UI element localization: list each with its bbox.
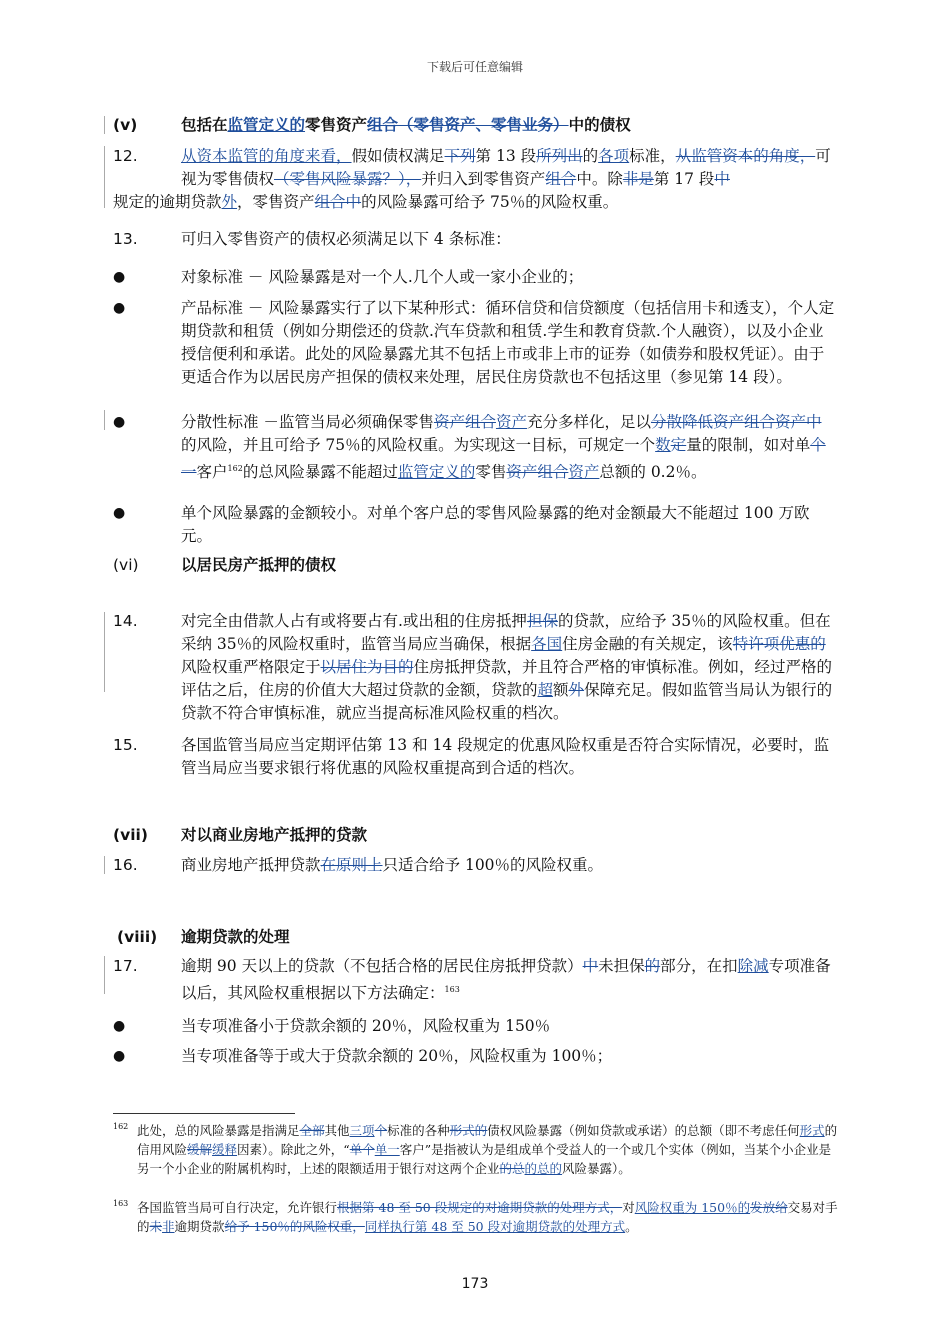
list-item: ● 分散性标准 －监管当局必须确保零售资产组合资产充分多样化，足以分散降低资产组合资产中的风险，并且可给予 75％的风险权重。为实现这一目标，可规定一个数定量的限制，如对单个一客户$^{162}$的总风险暴露不能超过监管定义的零售资产组合资产总额的 0.2％。 — [113, 413, 826, 482]
paragraph-15: 15. 各国监管当局应当定期评估第 13 和 14 段规定的优惠风险权重是否符合实际情况，必要时，监管当局应当要求银行将优惠的风险权重提高到合适的档次。 — [113, 736, 830, 777]
change-bar — [104, 146, 105, 208]
paragraph-13: 13. 可归入零售资产的债权必须满足以下 4 条标准： — [113, 230, 511, 248]
change-bar — [104, 956, 105, 994]
footnote-162: 162 此处，总的风险暴露是指满足全部其他三项个标准的各种形式的债权风险暴露（例如贷款或承诺）的总额（即不考虑任何形式的信用风险缓解缓释因素）。除此之外，“单个单一客户”是指被认为是组成单个受益人的一个或几个实体（例如，当某个小企业是另一个小企业的附属机构时，上述的限额适用于银行对这两个企业的总的总的风险暴露）。 — [113, 1122, 838, 1176]
paragraph-16: 16. 商业房地产抵押贷款在原则上只适合给予 100％的风险权重。 — [113, 856, 604, 874]
section-heading-vii: (vii) 对以商业房地产抵押的贷款 — [113, 826, 368, 844]
bullet-icon: ● — [113, 414, 126, 430]
list-item: ● 单个风险暴露的金额较小。对单个客户总的零售风险暴露的绝对金额最大不能超过 100 万欧元。 — [113, 504, 810, 545]
list-item: ● 当专项准备等于或大于贷款余额的 20％，风险权重为 100％； — [113, 1045, 836, 1068]
section-heading-vi: (vi) 以居民房产抵押的债权 — [113, 556, 337, 574]
paragraph-12: 12. 从资本监管的角度来看，假如债权满足下列第 13 段所列出的各项标准，从监管资本的角度，可视为零售债权（零售风险暴露？），并归入到零售资产组合中。除非是第 17 段中 — [113, 147, 831, 188]
change-bar — [104, 116, 105, 134]
section-heading-viii: (viii) 逾期贷款的处理 — [117, 928, 290, 946]
change-bar — [104, 410, 105, 430]
bullet-icon: ● — [113, 1048, 126, 1064]
change-bar — [104, 856, 105, 874]
page-header: 下载后可任意编辑 — [426, 60, 523, 74]
list-item: ● 当专项准备小于贷款余额的 20％，风险权重为 150％ — [113, 1015, 836, 1038]
change-bar — [104, 612, 105, 692]
list-item: ● 产品标准 － 风险暴露实行了以下某种形式：循环信贷和信贷额度（包括信用卡和透支），个人定期贷款和租赁（例如分期偿还的贷款.汽车贷款和租赁.学生和教育贷款.个人融资），以及小企业授信便利和承诺。此处的风险暴露尤其不包括上市或非上市的证券（如债券和股权凭证）。由于更适合作为以居民房产担保的债权来处理，居民住房贷款也不包括这里（参见第 14 段）。 — [113, 299, 835, 386]
bullet-icon: ● — [113, 1018, 126, 1034]
footnote-separator — [113, 1113, 295, 1114]
footnote-163: 163 各国监管当局可自行决定，允许银行根据第 48 至 50 段规定的对逾期贷款的处理方式，对风险权重为 150％的发放给交易对手的未非逾期贷款给予 150％的风险权重，同样执行第 48 至 50 段对逾期贷款的处理方式。 — [113, 1199, 838, 1234]
bullet-icon: ● — [113, 505, 126, 521]
section-heading-v: (v) 包括在监管定义的零售资产组合（零售资产、零售业务）中的债权 — [113, 116, 631, 134]
page-number: 173 — [461, 1276, 489, 1292]
list-item: ● 对象标准 － 风险暴露是对一个人.几个人或一家小企业的； — [113, 266, 836, 289]
bullet-icon: ● — [113, 300, 126, 316]
bullet-icon: ● — [113, 269, 126, 285]
paragraph-12-cont: 规定的逾期贷款外，零售资产组合中的风险暴露可给予 75％的风险权重。 — [113, 193, 619, 211]
paragraph-17: 17. 逾期 90 天以上的贷款（不包括合格的居民住房抵押贷款）中未担保的部分，在扣除减专项准备以后，其风险权重根据以下方法确定：$^{163}$ — [113, 957, 831, 1003]
paragraph-14: 14. 对完全由借款人占有或将要占有.或出租的住房抵押担保的贷款，应给予 35％的风险权重。但在采纳 35％的风险权重时，监管当局应当确保，根据各国住房金融的有关规定，该特许项优惠的风险权重严格限定于以居住为目的住房抵押贷款，并且符合严格的审慎标准。例如，经过严格的评估之后，住房的价值大大超过贷款的金额，贷款的超额外保障充足。假如监管当局认为银行的贷款不符合审慎标准，就应当提高标准风险权重的档次。 — [113, 612, 833, 722]
